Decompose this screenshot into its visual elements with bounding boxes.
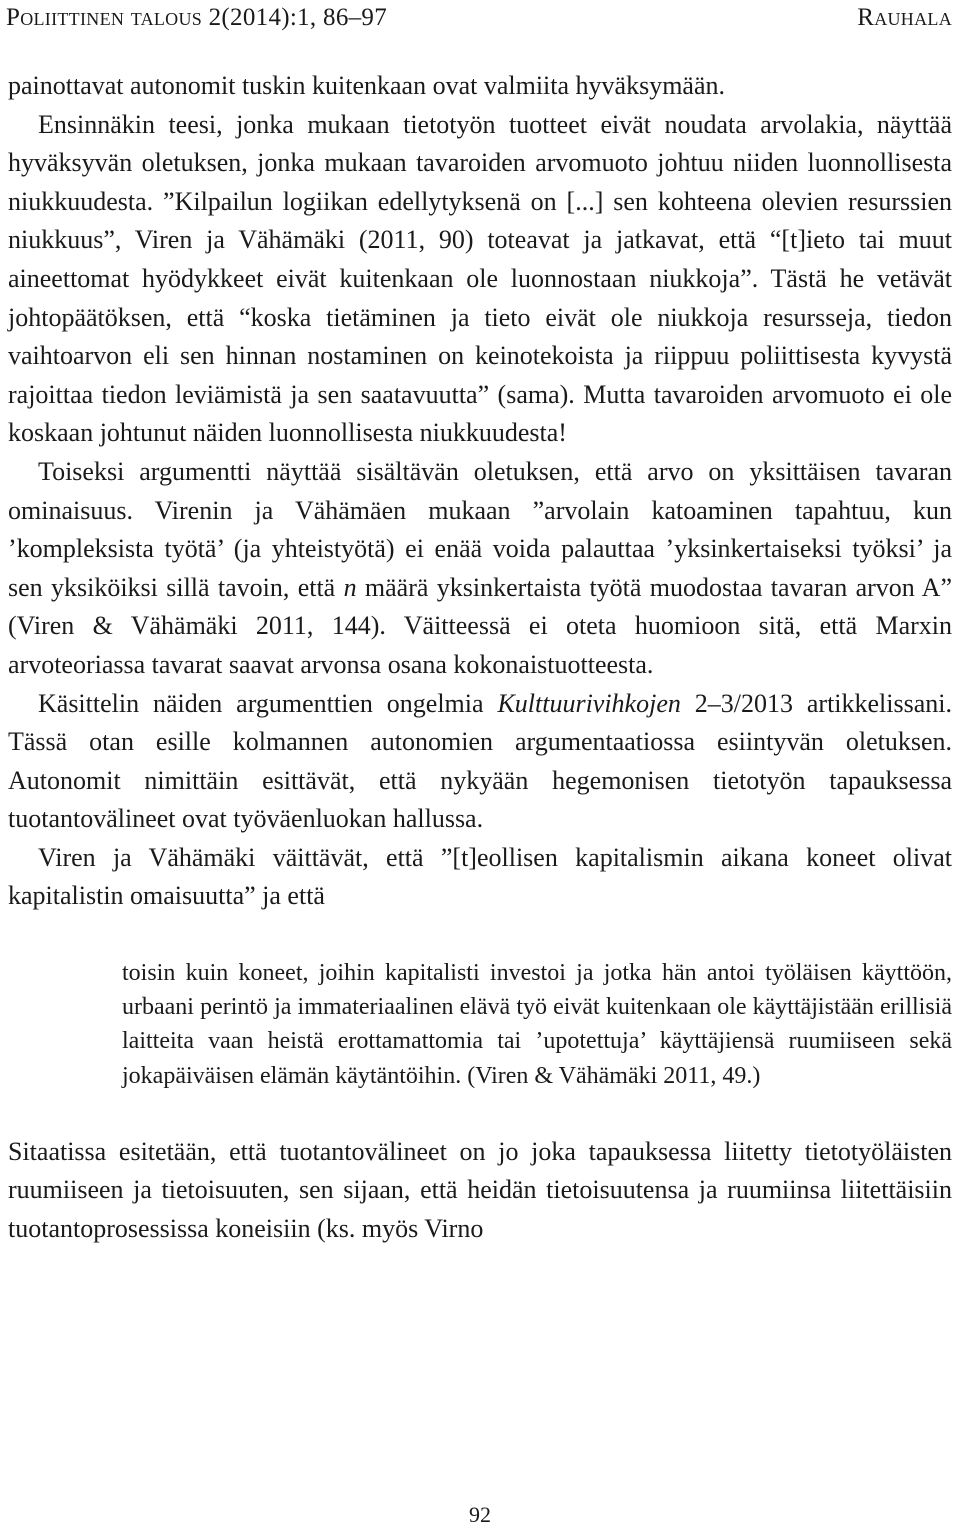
paragraph-first-argument: Ensinnäkin teesi, jonka mukaan tietotyön tuotteet eivät noudata arvolakia, näyttää hyväksyvän oletuksen, jonka mukaan tavaroiden arvomuoto johtuu niiden luonnollisesta niukkuudesta. ”Kilpailun logiikan edellytyksenä on [...] sen kohteena olevien resurssien niukkuus”, Viren ja Vähämäki (2011, 90) toteavat ja jatkavat, että “[t]ieto tai muut aineettomat hyödykkeet eivät kuitenkaan ole luonnostaan niukkoja”. Tästä he vetävät johtopäätöksen, että “koska tietäminen ja tieto eivät ole niukkoja resursseja, tiedon vaihtoarvon eli sen hinnan nostaminen on keinotekoista ja riippuu poliittisesta kyvystä rajoittaa tiedon leviämistä ja sen saatavuutta” (sama). Mutta tavaroiden arvomuoto ei ole koskaan johtunut näiden luonnollisesta niukkuudesta! xyxy=(8,109,952,448)
paragraph-quote-intro: Viren ja Vähämäki väittävät, että ”[t]eollisen kapitalismin aikana koneet olivat kapitalistin omaisuutta” ja että xyxy=(8,842,952,911)
paragraph-third-assumption xyxy=(8,685,952,839)
italic-publication-title: Kulttuurivihkojen xyxy=(497,688,681,718)
author-name: Rauhala xyxy=(857,4,952,31)
paragraph-second-argument xyxy=(8,453,952,685)
block-quote: toisin kuin koneet, joihin kapitalisti investoi ja jotka hän antoi työläisen käyttöön, urbaani perintö ja immateriaalinen elävä työ eivät kuitenkaan ole käyttäjistään erillisiä laitteita vaan heistä erottamattomia tai ’upotettuja’ käyttäjiensä ruumiiseen sekä jokapäiväisen elämän käytäntöihin. (Viren & Vähämäki 2011, 49.) xyxy=(122,960,952,1089)
paragraph-closing: Sitaatissa esitetään, että tuotantovälineet on jo joka tapauksessa liitetty tietotyöläisten ruumiiseen ja tietoisuuten, sen sijaan, että heidän tietoisuutensa ja ruumiinsa liitettäisiin tuotantoprosessissa koneisiin (ks. myös Virno xyxy=(8,1136,952,1244)
paragraph-continuation: painottavat autonomit tuskin kuitenkaan ovat valmiita hyväksymään. xyxy=(8,71,726,100)
italic-variable-n: n xyxy=(343,572,357,602)
paragraph-text-part: määrä yksinkertaista työtä muodostaa tavaran arvon A” (Viren & Vähämäki 2011, 144). Väitteessä ei oteta huomioon sitä, että Marxin arvoteoriassa tavarat saavat arvonsa osana kokonaistuotteesta. xyxy=(8,572,952,679)
paragraph-text-part: Toiseksi argumentti näyttää sisältävän oletuksen, että arvo on yksittäisen tavaran ominaisuus. Virenin ja Vähämäen mukaan ”arvolain katoaminen tapahtuu, kun ’kompleksista työtä’ (ja yhteistyötä) ei enää voida palauttaa ’yksinkertaiseksi työksi’ ja sen yksiköiksi sillä tavoin, että xyxy=(8,456,952,602)
page-number: 92 xyxy=(469,1502,491,1527)
paragraph-text-part: 2–3/2013 artikkelissani. Tässä otan esille kolmannen autonomien argumentaatiossa esiintyvän oletuksen. Autonomit nimittäin esittävät, että nykyään hegemonisen tietotyön tapauksessa tuotantovälineet ovat työväenluokan hallussa. xyxy=(8,688,953,834)
body-text xyxy=(8,67,952,1249)
paragraph-text-part: Käsittelin näiden argumenttien ongelmia xyxy=(38,688,498,718)
running-header xyxy=(6,4,952,44)
journal-citation: Poliittinen talous 2(2014):1, 86–97 xyxy=(6,4,388,31)
